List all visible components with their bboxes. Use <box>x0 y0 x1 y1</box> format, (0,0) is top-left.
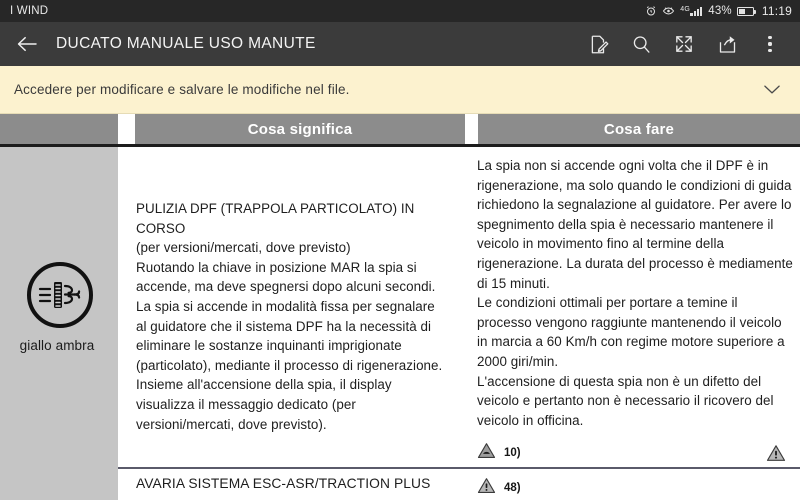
share-icon[interactable] <box>706 23 748 65</box>
page-title: DUCATO MANUALE USO MANUTE <box>56 35 316 52</box>
footnote-ref: 48) <box>504 482 521 495</box>
search-icon[interactable] <box>620 23 662 65</box>
next-row-title: AVARIA SISTEMA ESC-ASR/TRACTION PLUS <box>136 476 431 491</box>
lamp-column-filler <box>0 459 118 467</box>
alarm-clock-icon <box>645 5 657 17</box>
next-row-lamp-cell <box>0 467 118 500</box>
carrier-label: I WIND <box>10 5 49 17</box>
back-button[interactable] <box>10 27 44 61</box>
warning-exclamation-triangle-icon <box>766 444 786 467</box>
clock-label: 11:19 <box>761 4 792 18</box>
network-type-label: 4G <box>680 6 690 13</box>
overflow-menu-icon[interactable] <box>749 23 791 65</box>
footnote-ref: 10) <box>504 447 521 460</box>
status-bar <box>0 0 800 22</box>
document-page[interactable] <box>0 114 800 500</box>
status-bar-right <box>645 4 792 18</box>
lamp-cell <box>0 147 118 467</box>
cosa-significa-text: PULIZIA DPF (TRAPPOLA PARTICOLATO) IN CORSO (per versioni/mercati, dove previsto) Ruotando la chiave in posizione MAR la spia si accende, ma deve spegnersi dopo alcuni secondi. La spia si accende in modalità fissa per segnalare al guidatore che il sistema DPF ha la necessità di eliminare le sostanze inquinanti imprigionate (particolato), mediante il processo di rigenerazione. Insieme all'accensione della spia, il display visualizza il messaggio dedicato (per versioni/mercati, dove previsto). <box>136 201 443 432</box>
table-header-row <box>0 114 800 144</box>
lamp-color-label: giallo ambra <box>19 337 95 353</box>
annotate-icon[interactable] <box>577 23 619 65</box>
footnote-item <box>477 442 794 464</box>
sign-in-banner <box>0 66 800 114</box>
battery-percent-label: 43% <box>708 5 732 17</box>
app-bar-actions <box>577 23 791 65</box>
chevron-down-icon[interactable] <box>760 78 784 102</box>
dpf-particulate-filter-warning-icon <box>27 262 93 328</box>
cosa-fare-cell <box>465 147 800 495</box>
battery-icon <box>737 7 754 16</box>
cosa-fare-text: La spia non si accende ogni volta che il DPF è in rigenerazione, ma solo quando le condizioni di guida richiedono la segnalazione al guidatore. Per avere lo spegnimento della spia è necessario mantenere il veicolo in movimento fino al termine della rigenerazione. La durata del processo è mediamente di 15 minuti. Le condizioni ottimali per portare a temine il processo vengono raggiunte mantenendo il veicolo in marcia a 60 Km/h con regime motore superiore a 2000 giri/min. L'accensione di questa spia non è un difetto del veicolo e pertanto non è necessario il ricovero del veicolo in officina. <box>477 158 793 428</box>
cosa-significa-cell <box>118 147 465 467</box>
attention-triangle-icon <box>477 442 496 464</box>
table-header-lamp-column <box>0 114 118 144</box>
table-header-cosa-significa: Cosa significa <box>135 114 465 144</box>
banner-message: Accedere per modificare e salvare le modifiche nel file. <box>14 82 350 97</box>
table-header-cosa-fare: Cosa fare <box>478 114 800 144</box>
eye-icon <box>662 5 675 17</box>
status-bar-left <box>10 5 645 17</box>
signal-strength-bars <box>690 6 702 16</box>
signal-bars-icon <box>680 6 702 16</box>
app-bar <box>0 22 800 66</box>
table-row-divider <box>118 467 800 469</box>
fullscreen-icon[interactable] <box>663 23 705 65</box>
